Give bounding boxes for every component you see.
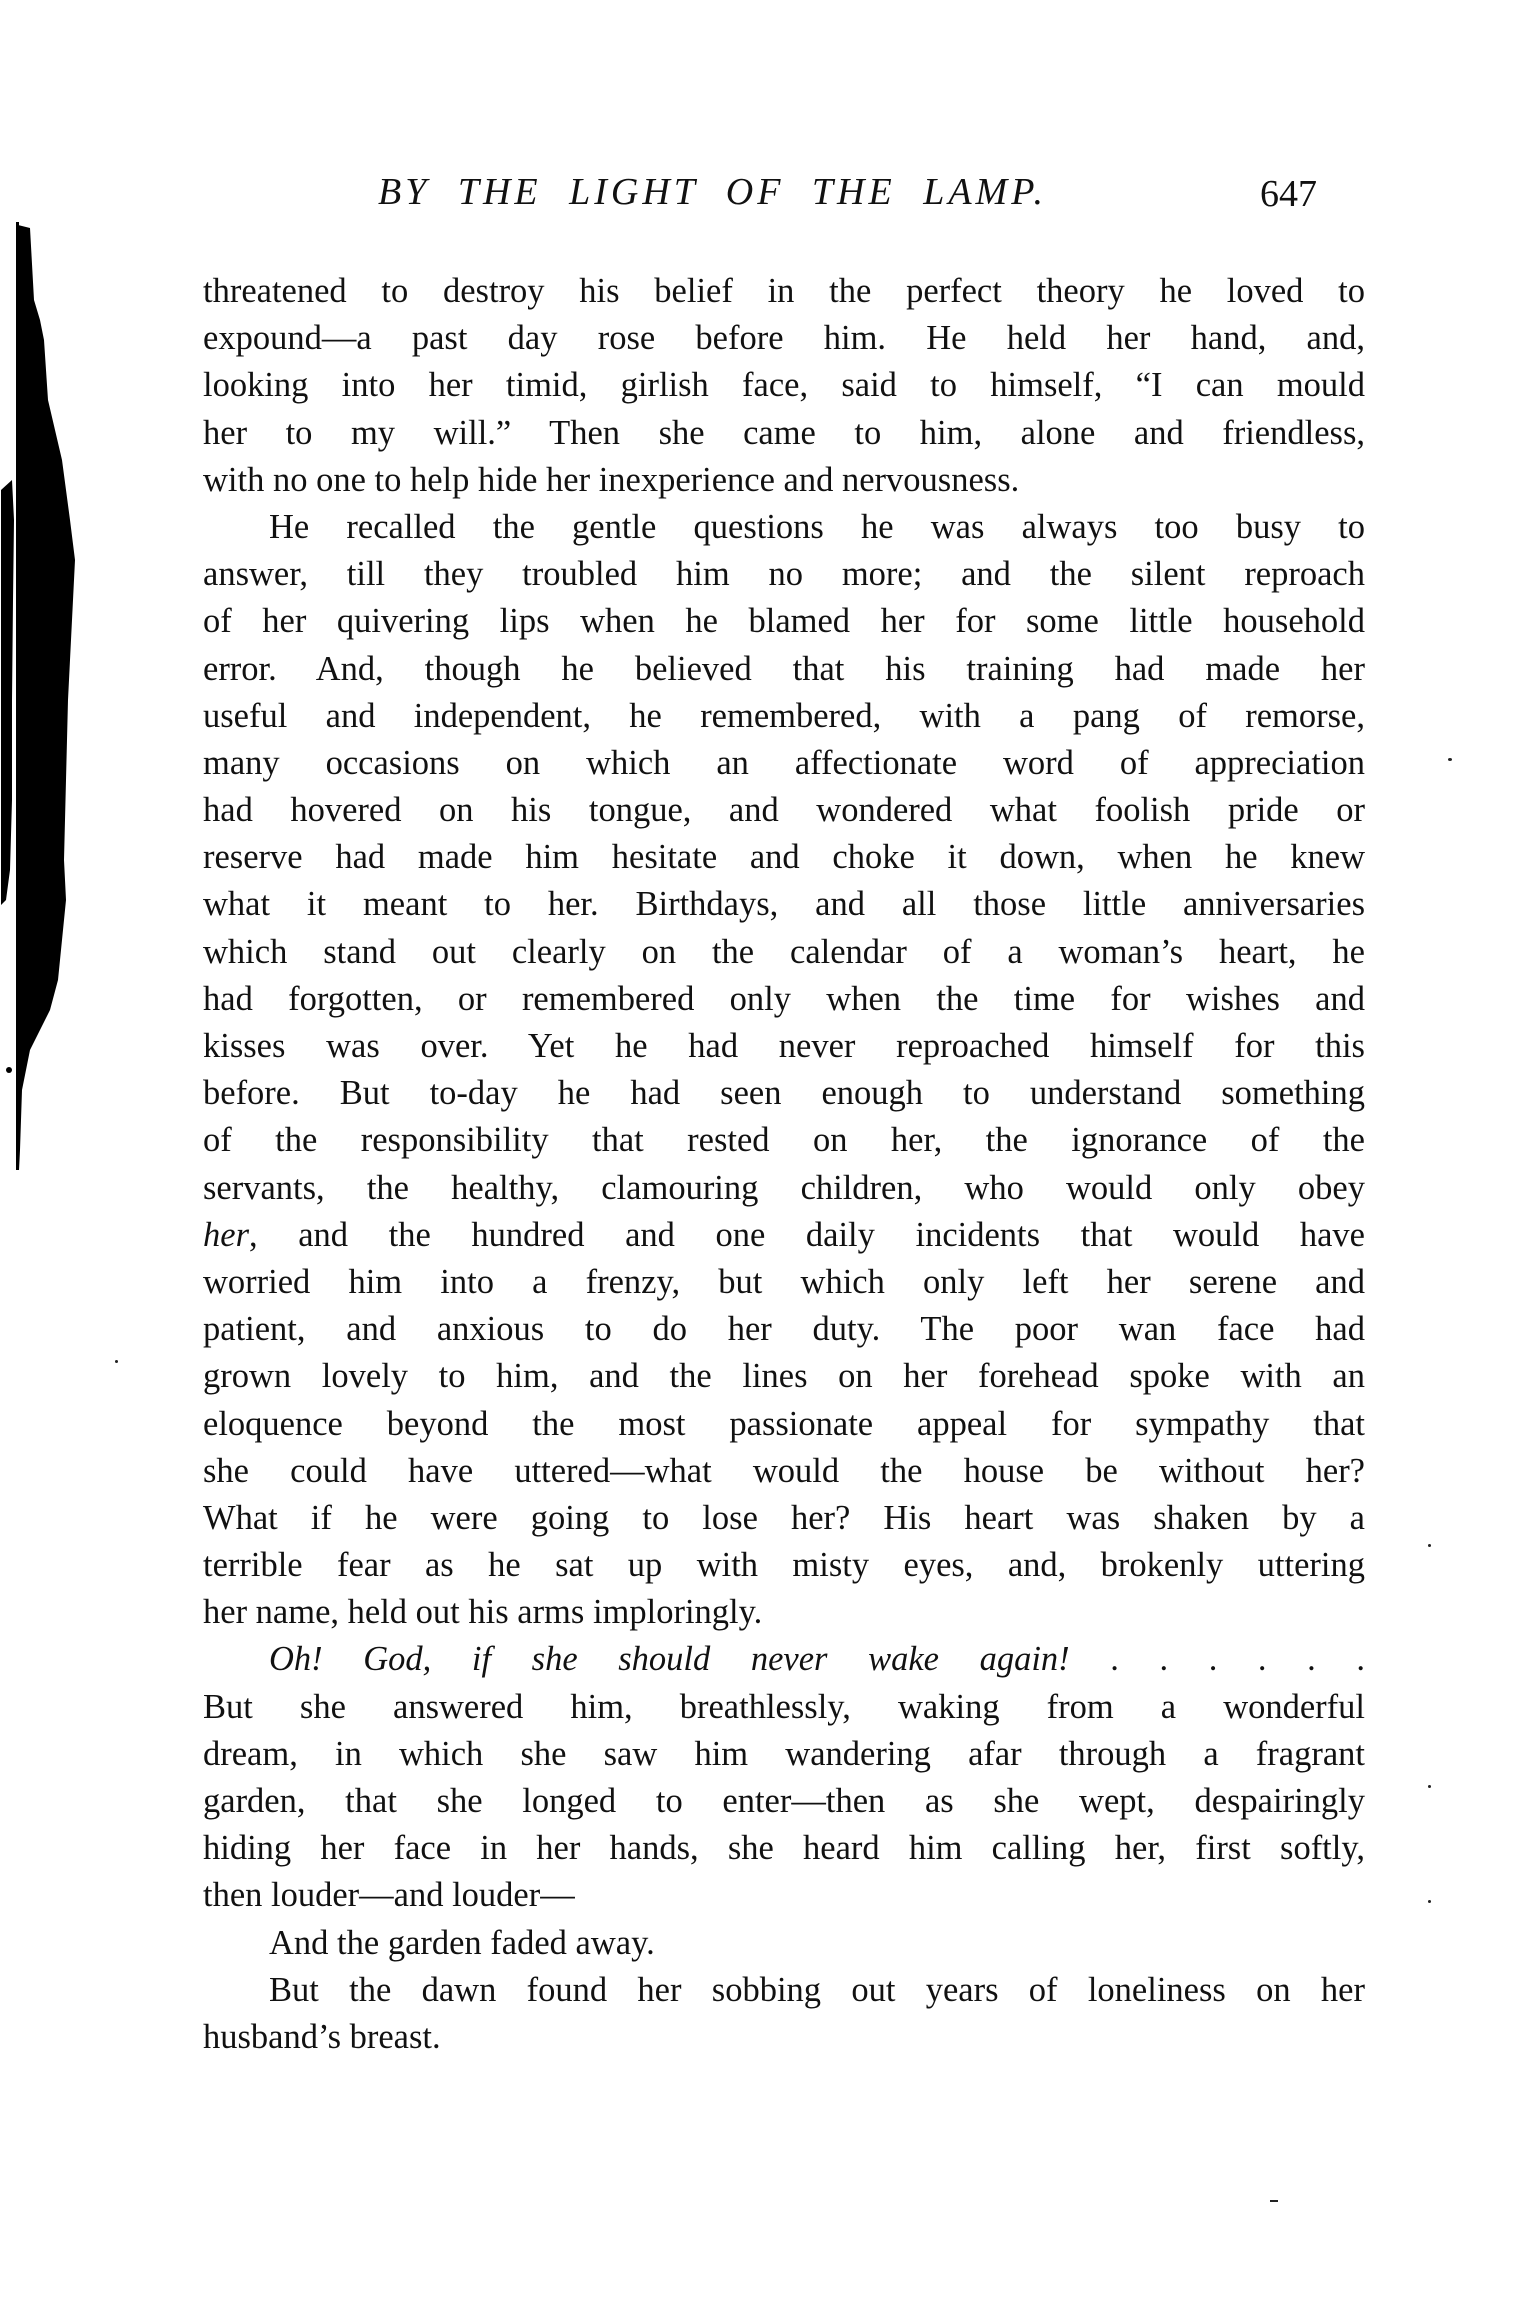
- text-line: hiding her face in her hands, she heard him calling her, first softly,: [203, 1829, 1365, 1868]
- text-line: her, and the hundred and one daily incidents that would have: [203, 1215, 1365, 1254]
- text-line: of her quivering lips when he blamed her for some little household: [203, 602, 1365, 641]
- paragraph-2: [203, 504, 1365, 1637]
- text-line: she could have uttered—what would the house be without her?: [203, 1451, 1365, 1490]
- running-head-title: BY THE LIGHT OF THE LAMP.: [378, 171, 1048, 213]
- text-line: worried him into a frenzy, but which only left her serene and: [203, 1262, 1365, 1301]
- running-head: [368, 170, 1348, 230]
- text-line: of the responsibility that rested on her, the ignorance of the: [203, 1121, 1365, 1160]
- text-line: expound—a past day rose before him. He held her hand, and,: [203, 319, 1365, 358]
- text-line: threatened to destroy his belief in the perfect theory he loved to: [203, 272, 1365, 310]
- text-line: before. But to-day he had seen enough to understand something: [203, 1074, 1365, 1113]
- text-line: garden, that she longed to enter—then as she wept, despairingly: [203, 1782, 1365, 1820]
- paragraph-4: [203, 1920, 1365, 1967]
- paper-speck: [1270, 2200, 1278, 2202]
- italic-word: her: [203, 1215, 249, 1254]
- text-line: What if he were going to lose her? His heart was shaken by a: [203, 1498, 1365, 1537]
- text-line: dream, in which she saw him wandering afar through a fragrant: [203, 1734, 1365, 1773]
- text-line: with no one to help hide her inexperience and nervousness.: [203, 460, 1020, 499]
- text-line: useful and independent, he remembered, with a pang of remorse,: [203, 696, 1365, 735]
- italic-exclamation: Oh! God, if she should never wake again!: [269, 1640, 1070, 1679]
- text-line: husband’s breast.: [203, 2017, 441, 2056]
- text-line: reserve had made him hesitate and choke it down, when he knew: [203, 838, 1365, 877]
- body-text: [203, 268, 1365, 2061]
- paper-speck: [1428, 1900, 1431, 1903]
- text-line: error. And, though he believed that his training had made her: [203, 649, 1365, 688]
- binding-gutter-shadow: [0, 0, 90, 2317]
- text-line: And the garden faded away.: [269, 1923, 655, 1962]
- text-line: what it meant to her. Birthdays, and all those little anniversaries: [203, 885, 1365, 924]
- text-line: which stand out clearly on the calendar of a woman’s heart, he: [203, 932, 1365, 971]
- text-line: servants, the healthy, clamouring children, who would only obey: [203, 1168, 1365, 1207]
- paragraph-3: [203, 1684, 1365, 1920]
- text-line: then louder—and louder—: [203, 1876, 575, 1915]
- exclamation-line: [203, 1636, 1365, 1683]
- paper-speck: [1448, 758, 1452, 761]
- page-number: 647: [1260, 173, 1317, 215]
- text-line: grown lovely to him, and the lines on her forehead spoke with an: [203, 1357, 1365, 1396]
- text-line: But the dawn found her sobbing out years of loneliness on her: [269, 1970, 1365, 2009]
- text-line: kisses was over. Yet he had never reproached himself for this: [203, 1027, 1365, 1065]
- ellipsis-dots: . . . . . .: [1110, 1640, 1365, 1679]
- paper-speck: [115, 1360, 118, 1363]
- paper-speck: [1428, 1785, 1431, 1788]
- text-line: answer, till they troubled him no more; and the silent reproach: [203, 555, 1365, 594]
- paper-speck: [1428, 1544, 1431, 1547]
- text-line: had hovered on his tongue, and wondered what foolish pride or: [203, 791, 1365, 830]
- text-line: many occasions on which an affectionate word of appreciation: [203, 743, 1365, 782]
- paragraph-1: [203, 268, 1365, 504]
- text-line: looking into her timid, girlish face, said to himself, “I can mould: [203, 366, 1365, 405]
- text-line: terrible fear as he sat up with misty eyes, and, brokenly uttering: [203, 1546, 1365, 1585]
- text-line: her name, held out his arms imploringly.: [203, 1593, 763, 1632]
- text-line: patient, and anxious to do her duty. The poor wan face had: [203, 1310, 1365, 1349]
- text-line: eloquence beyond the most passionate appeal for sympathy that: [203, 1404, 1365, 1443]
- text-line: had forgotten, or remembered only when the time for wishes and: [203, 979, 1365, 1018]
- text-line: her to my will.” Then she came to him, alone and friendless,: [203, 413, 1365, 452]
- text-line: He recalled the gentle questions he was always too busy to: [269, 507, 1365, 546]
- paragraph-5: [203, 1967, 1365, 2061]
- paragraph-exclamation: [203, 1636, 1365, 1683]
- text-line: But she answered him, breathlessly, waking from a wonderful: [203, 1687, 1365, 1726]
